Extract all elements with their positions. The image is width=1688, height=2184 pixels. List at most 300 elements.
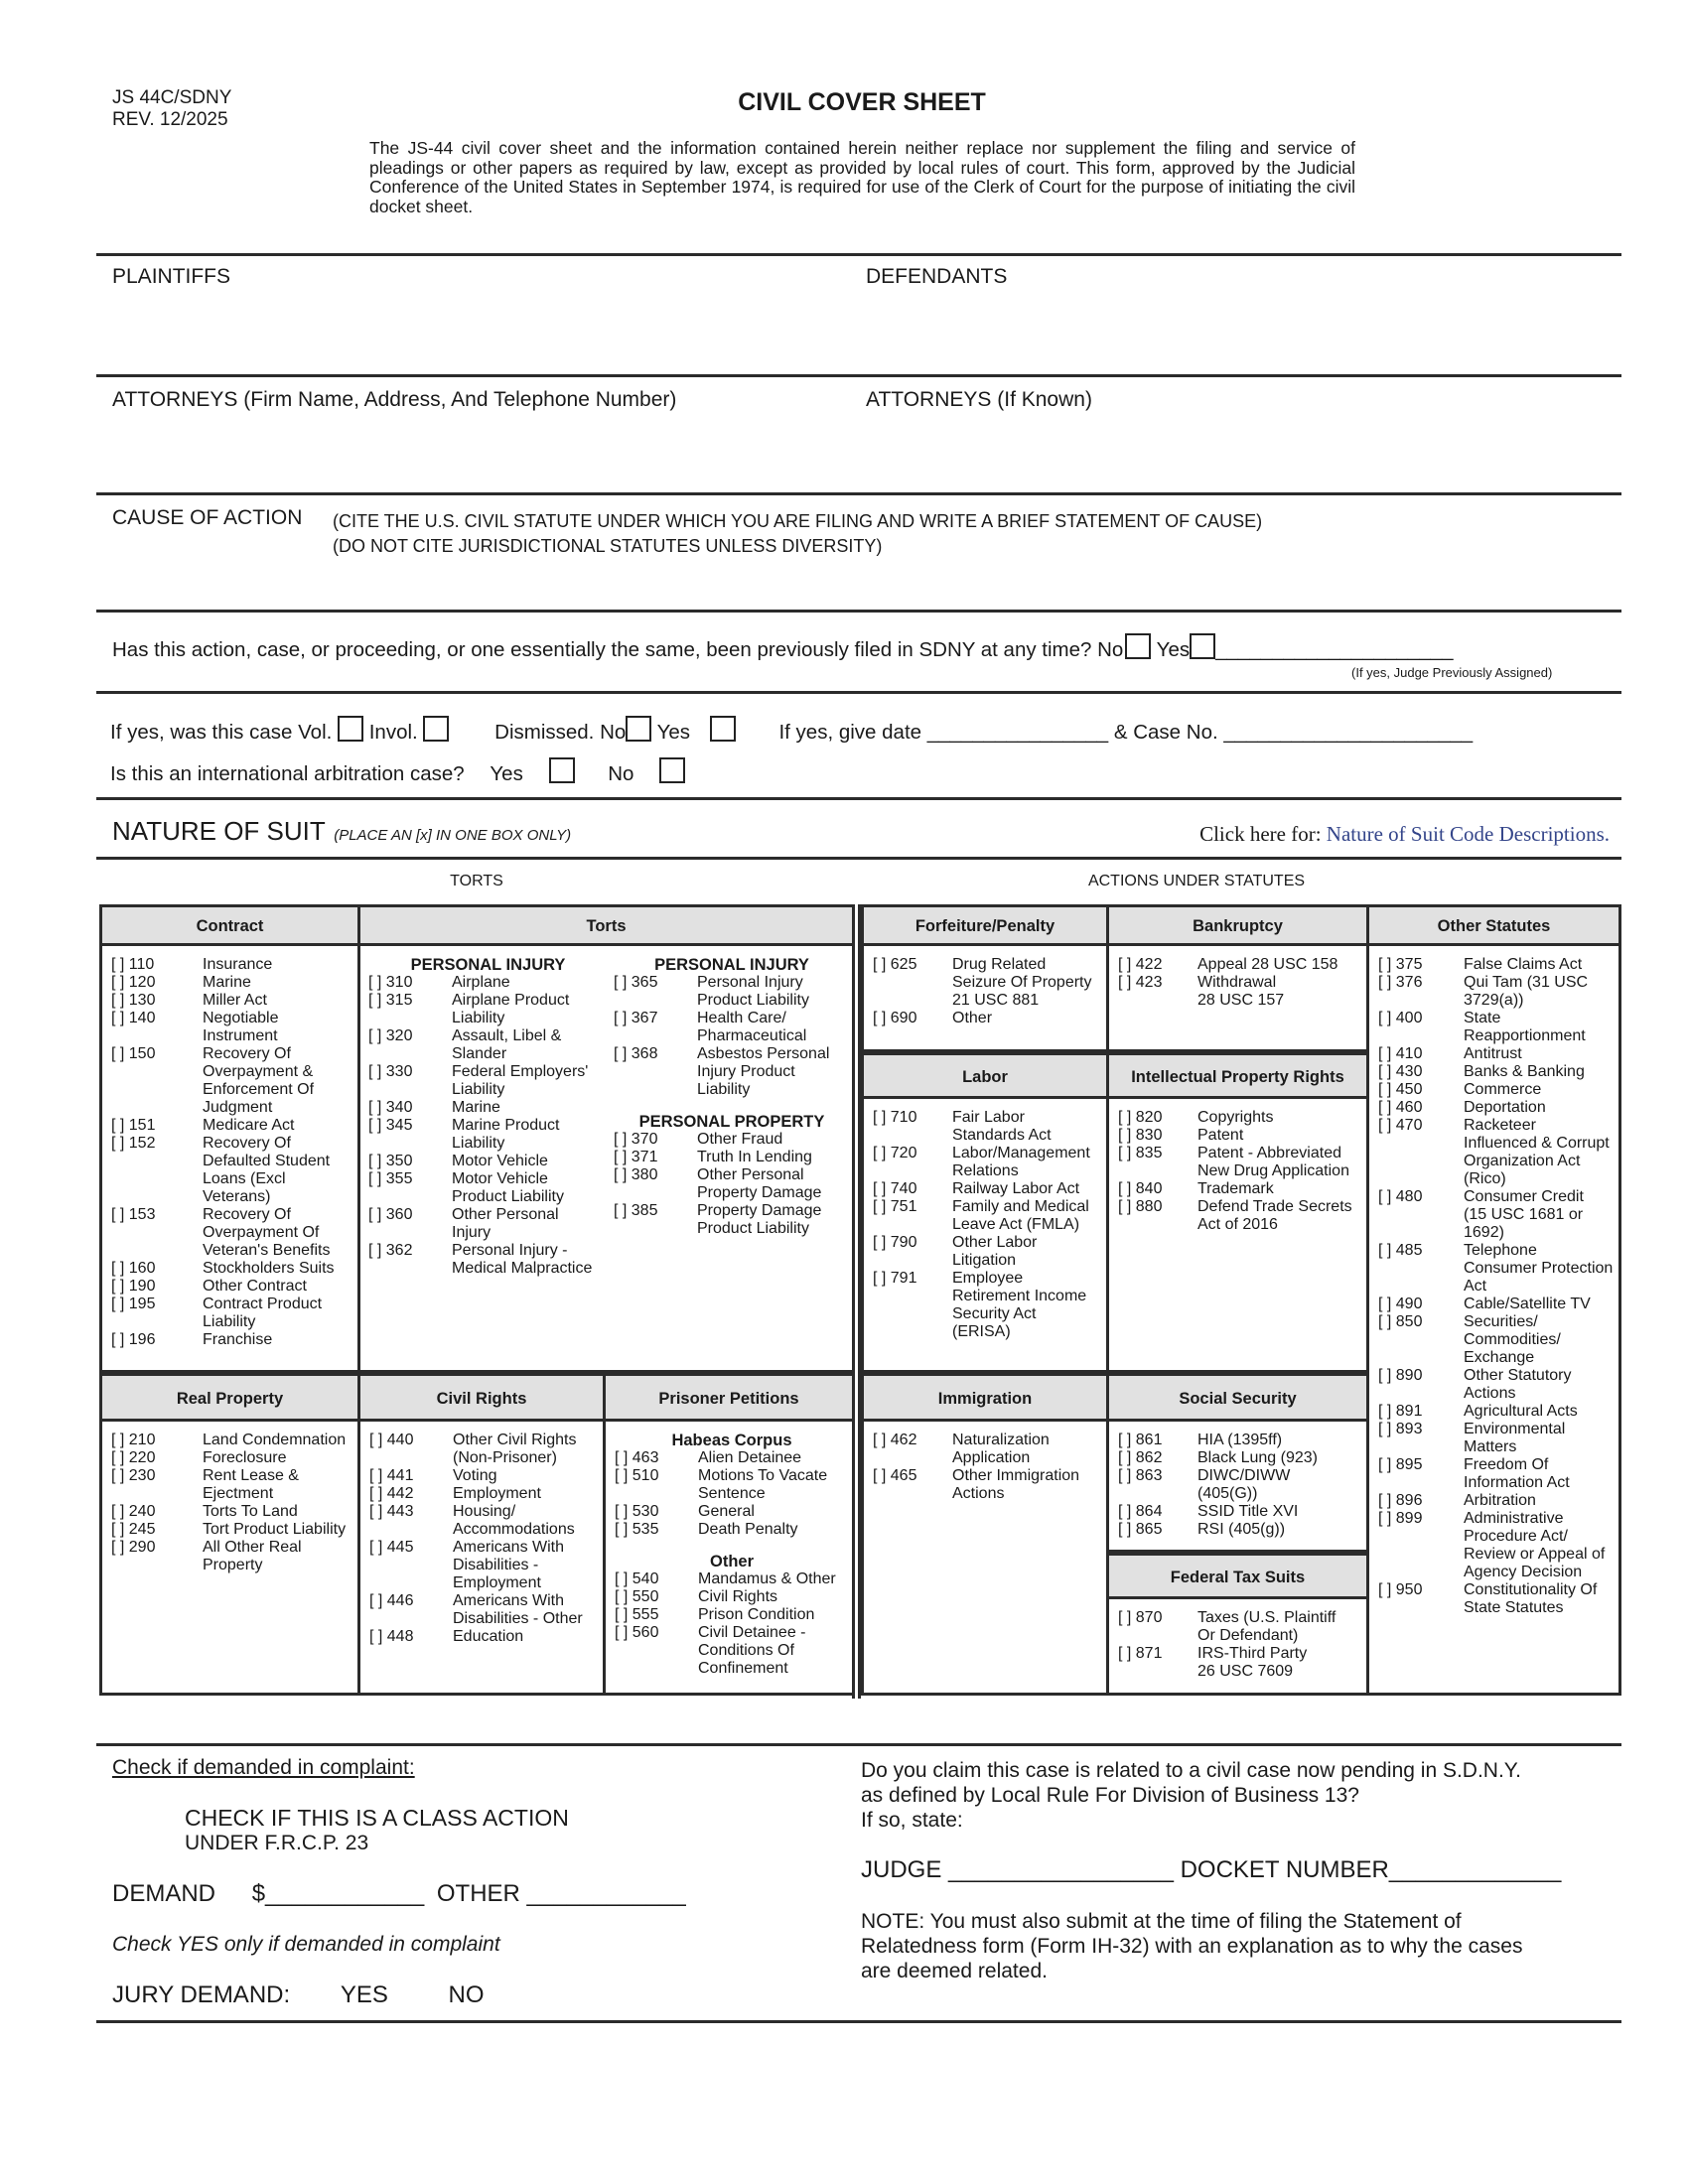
class-action-rule: UNDER F.R.C.P. 23 [185, 1832, 369, 1854]
suit-checkbox[interactable]: [ ] 443 [369, 1503, 414, 1520]
suit-code-540[interactable] [615, 1570, 849, 1588]
suit-checkbox[interactable]: [ ] 190 [111, 1278, 156, 1295]
check-yes-note: Check YES only if demanded in complaint [112, 1933, 500, 1956]
suit-checkbox[interactable]: [ ] 895 [1378, 1456, 1423, 1473]
suit-code-751[interactable] [873, 1198, 1103, 1234]
suit-label: General [698, 1503, 755, 1520]
suit-checkbox[interactable]: [ ] 899 [1378, 1510, 1423, 1527]
suit-checkbox[interactable]: [ ] 462 [873, 1432, 917, 1448]
class-action-checkbox[interactable] [185, 1805, 569, 1856]
suit-code-330[interactable] [368, 1063, 608, 1099]
note-text-3: are deemed related. [861, 1960, 1048, 1982]
suit-code-315[interactable] [368, 992, 608, 1027]
suit-checkbox[interactable]: [ ] 465 [873, 1467, 917, 1484]
suit-code-400[interactable] [1378, 1010, 1616, 1045]
suit-code-446[interactable] [369, 1592, 600, 1628]
suit-code-367[interactable] [614, 1010, 850, 1045]
suit-checkbox[interactable]: [ ] 368 [614, 1045, 658, 1062]
section-header-civil-rights: Civil Rights [357, 1373, 606, 1425]
suit-checkbox[interactable]: [ ] 893 [1378, 1421, 1423, 1437]
suit-code-430[interactable] [1378, 1063, 1616, 1081]
suit-code-790[interactable] [873, 1234, 1103, 1270]
other-demand-field[interactable]: OTHER ____________ [436, 1880, 686, 1907]
suit-code-820[interactable] [1118, 1109, 1363, 1127]
invol-checkbox[interactable] [423, 716, 449, 742]
group-heading: Habeas Corpus [671, 1432, 792, 1449]
suit-code-150[interactable] [111, 1045, 354, 1117]
suit-label: Death Penalty [698, 1521, 798, 1538]
demand-amount-field[interactable]: $____________ [251, 1880, 425, 1907]
suit-checkbox[interactable]: [ ] 840 [1118, 1180, 1163, 1197]
suit-label: Negotiable Instrument [203, 1010, 279, 1044]
suit-checkbox[interactable]: [ ] 446 [369, 1592, 414, 1609]
suit-checkbox[interactable]: [ ] 422 [1118, 956, 1163, 973]
suit-checkbox[interactable]: [ ] 450 [1378, 1081, 1423, 1098]
suit-code-375[interactable] [1378, 956, 1616, 974]
suit-checkbox[interactable]: [ ] 330 [368, 1063, 413, 1080]
suit-code-190[interactable] [111, 1278, 354, 1296]
suit-code-410[interactable] [1378, 1045, 1616, 1063]
suit-checkbox[interactable]: [ ] 470 [1378, 1117, 1423, 1134]
plaintiffs-field[interactable] [112, 298, 847, 367]
suit-checkbox[interactable]: [ ] 320 [368, 1027, 413, 1044]
suit-label: Administrative Procedure Act/ Review or Appeal of Agency Decision [1464, 1510, 1606, 1580]
item-group [615, 1553, 849, 1678]
suit-code-710[interactable] [873, 1109, 1103, 1145]
suit-code-871[interactable] [1118, 1645, 1363, 1681]
suit-checkbox[interactable]: [ ] 375 [1378, 956, 1423, 973]
judge-docket-field[interactable]: JUDGE _________________ DOCKET NUMBER_____________ [861, 1856, 1562, 1883]
item-group [873, 956, 1103, 1027]
suit-label: Freedom Of Information Act [1464, 1456, 1570, 1491]
suit-code-345[interactable] [368, 1117, 608, 1153]
suit-code-950[interactable] [1378, 1581, 1616, 1617]
suit-checkbox[interactable]: [ ] 790 [873, 1234, 917, 1251]
suit-checkbox[interactable]: [ ] 367 [614, 1010, 658, 1026]
nature-of-suit-instruction: (PLACE AN [x] IN ONE BOX ONLY) [334, 827, 572, 844]
suit-code-195[interactable] [111, 1296, 354, 1331]
suit-code-480[interactable] [1378, 1188, 1616, 1242]
suit-checkbox[interactable]: [ ] 560 [615, 1624, 659, 1641]
section-header-ip: Intellectual Property Rights [1106, 1052, 1369, 1102]
section-column [111, 956, 354, 1349]
suit-label: SSID Title XVI [1197, 1503, 1299, 1520]
suit-checkbox[interactable]: [ ] 385 [614, 1202, 658, 1219]
date-case-no-field[interactable]: If yes, give date ________________ & Case No. ______________________ [778, 721, 1474, 744]
section-body-ip [1106, 1096, 1369, 1373]
suit-code-555[interactable] [615, 1606, 849, 1624]
suit-checkbox[interactable]: [ ] 820 [1118, 1109, 1163, 1126]
suit-checkbox[interactable]: [ ] 440 [369, 1432, 414, 1448]
suit-checkbox[interactable]: [ ] 791 [873, 1270, 917, 1287]
suit-code-130[interactable] [111, 992, 354, 1010]
suit-label: Constitutionality Of State Statutes [1464, 1581, 1598, 1616]
suit-checkbox[interactable]: [ ] 530 [615, 1503, 659, 1520]
suit-label: Copyrights [1197, 1109, 1274, 1126]
divider [96, 691, 1621, 694]
group-heading: PERSONAL INJURY [410, 956, 566, 974]
suit-checkbox[interactable]: [ ] 950 [1378, 1581, 1423, 1598]
suit-code-423[interactable] [1118, 974, 1363, 1010]
suit-code-899[interactable] [1378, 1510, 1616, 1581]
suit-checkbox[interactable]: [ ] 410 [1378, 1045, 1423, 1062]
suit-code-850[interactable] [1378, 1313, 1616, 1367]
suit-code-120[interactable] [111, 974, 354, 992]
suit-code-441[interactable] [369, 1467, 600, 1485]
related-text-1: Do you claim this case is related to a civil case now pending in S.D.N.Y. [861, 1759, 1521, 1782]
suit-code-690[interactable] [873, 1010, 1103, 1027]
suit-code-791[interactable] [873, 1270, 1103, 1341]
suit-code-140[interactable] [111, 1010, 354, 1045]
suit-code-485[interactable] [1378, 1242, 1616, 1296]
suit-label: Marine Product Liability [452, 1117, 560, 1152]
suit-checkbox[interactable]: [ ] 896 [1378, 1492, 1423, 1509]
suit-checkbox[interactable]: [ ] 890 [1378, 1367, 1423, 1384]
suit-label: Americans With Disabilities - Other [453, 1592, 583, 1627]
suit-code-895[interactable] [1378, 1456, 1616, 1492]
suit-checkbox[interactable]: [ ] 830 [1118, 1127, 1163, 1144]
suit-label: Insurance [203, 956, 273, 973]
suit-code-535[interactable] [615, 1521, 849, 1539]
suit-code-830[interactable] [1118, 1127, 1363, 1145]
suit-checkbox[interactable]: [ ] 340 [368, 1099, 413, 1116]
suit-checkbox[interactable]: [ ] 862 [1118, 1449, 1163, 1466]
suit-label: RSI (405(g)) [1197, 1521, 1286, 1538]
suit-checkbox[interactable]: [ ] 445 [369, 1539, 414, 1556]
suit-code-880[interactable] [1118, 1198, 1363, 1234]
cause-instruction-2: (DO NOT CITE JURISDICTIONAL STATUTES UNLESS DIVERSITY) [333, 536, 883, 556]
arbitration-no-checkbox[interactable] [659, 757, 685, 783]
suit-code-440[interactable] [369, 1432, 600, 1467]
suit-code-443[interactable] [369, 1503, 600, 1539]
suit-checkbox[interactable]: [ ] 835 [1118, 1145, 1163, 1161]
suit-code-220[interactable] [111, 1449, 354, 1467]
suit-label: Motor Vehicle Product Liability [452, 1170, 564, 1205]
suit-checkbox[interactable]: [ ] 355 [368, 1170, 413, 1187]
suit-code-290[interactable] [111, 1539, 354, 1574]
suit-checkbox[interactable]: [ ] 550 [615, 1588, 659, 1605]
suit-checkbox[interactable]: [ ] 290 [111, 1539, 156, 1556]
suit-label: Patent - Abbreviated New Drug Application [1197, 1145, 1349, 1179]
suit-code-870[interactable] [1118, 1609, 1363, 1645]
item-group [1378, 956, 1616, 1617]
suit-checkbox[interactable]: [ ] 485 [1378, 1242, 1423, 1259]
suit-code-240[interactable] [111, 1503, 354, 1521]
suit-checkbox[interactable]: [ ] 740 [873, 1180, 917, 1197]
suit-label: Americans With Disabilities - Employment [453, 1539, 565, 1591]
jury-yes-option[interactable]: YES [340, 1981, 388, 2008]
suit-code-560[interactable] [615, 1624, 849, 1678]
suit-code-355[interactable] [368, 1170, 608, 1206]
dismissed-no-checkbox[interactable] [626, 716, 651, 742]
suit-checkbox[interactable]: [ ] 861 [1118, 1432, 1163, 1448]
prior-filing-row [112, 633, 1454, 662]
item-group [369, 1432, 600, 1646]
item-group [1118, 1432, 1363, 1539]
suit-code-890[interactable] [1378, 1367, 1616, 1403]
suit-label: Qui Tam (31 USC 3729(a)) [1464, 974, 1589, 1009]
suit-code-320[interactable] [368, 1027, 608, 1063]
suit-checkbox[interactable]: [ ] 865 [1118, 1521, 1163, 1538]
suit-code-835[interactable] [1118, 1145, 1363, 1180]
intro-paragraph: The JS-44 civil cover sheet and the information contained herein neither replace nor supplement the filing and service of pleadings or other papers as required by law, except as provided by local rules of court. This form, approved by the Judicial Conference of the United States in September 1974, is required for use of the Clerk of Court for the purpose of initiating the civil docket sheet. [369, 138, 1355, 216]
suit-code-865[interactable] [1118, 1521, 1363, 1539]
suit-checkbox[interactable]: [ ] 152 [111, 1135, 156, 1152]
suit-code-490[interactable] [1378, 1296, 1616, 1313]
section-body-torts [357, 943, 855, 1373]
suit-code-470[interactable] [1378, 1117, 1616, 1188]
suit-code-893[interactable] [1378, 1421, 1616, 1456]
demand-label: DEMAND [112, 1880, 216, 1907]
suit-code-210[interactable] [111, 1432, 354, 1449]
suit-checkbox[interactable]: [ ] 130 [111, 992, 156, 1009]
suit-code-196[interactable] [111, 1331, 354, 1349]
suit-checkbox[interactable]: [ ] 153 [111, 1206, 156, 1223]
prior-no-checkbox[interactable] [1125, 633, 1151, 659]
suit-checkbox[interactable]: [ ] 870 [1118, 1609, 1163, 1626]
suit-label: Other Fraud [697, 1131, 783, 1148]
suit-label: Environmental Matters [1464, 1421, 1566, 1455]
suit-label: Trademark [1197, 1180, 1274, 1197]
suit-code-625[interactable] [873, 956, 1103, 1010]
section-column [1118, 956, 1363, 1010]
suit-label: Withdrawal 28 USC 157 [1197, 974, 1285, 1009]
defendant-attorneys-field[interactable] [866, 419, 1601, 488]
suit-checkbox[interactable]: [ ] 245 [111, 1521, 156, 1538]
suit-checkbox[interactable]: [ ] 463 [615, 1449, 659, 1466]
suit-checkbox[interactable]: [ ] 140 [111, 1010, 156, 1026]
item-group [368, 956, 608, 1278]
suit-checkbox[interactable]: [ ] 360 [368, 1206, 413, 1223]
suit-checkbox[interactable]: [ ] 423 [1118, 974, 1163, 991]
plaintiff-attorneys-field[interactable] [112, 419, 847, 488]
suit-checkbox[interactable]: [ ] 220 [111, 1449, 156, 1466]
suit-label: Other Statutory Actions [1464, 1367, 1572, 1402]
section-body-contract [99, 943, 360, 1373]
suit-label: HIA (1395ff) [1197, 1432, 1283, 1448]
suit-checkbox[interactable]: [ ] 315 [368, 992, 413, 1009]
suit-checkbox[interactable]: [ ] 864 [1118, 1503, 1163, 1520]
suit-code-380[interactable] [614, 1166, 850, 1202]
suit-checkbox[interactable]: [ ] 720 [873, 1145, 917, 1161]
suit-checkbox[interactable]: [ ] 110 [111, 956, 155, 973]
suit-checkbox[interactable]: [ ] 230 [111, 1467, 156, 1484]
dismissed-yes-checkbox[interactable] [710, 716, 736, 742]
suit-code-422[interactable] [1118, 956, 1363, 974]
nature-of-suit-descriptions-link[interactable]: Nature of Suit Code Descriptions [1326, 822, 1605, 846]
suit-label: DIWC/DIWW (405(G)) [1197, 1467, 1291, 1502]
suit-label: Foreclosure [203, 1449, 287, 1466]
suit-code-530[interactable] [615, 1503, 849, 1521]
suit-code-720[interactable] [873, 1145, 1103, 1180]
suit-checkbox[interactable]: [ ] 555 [615, 1606, 659, 1623]
item-group [1118, 956, 1363, 1010]
suit-checkbox[interactable]: [ ] 871 [1118, 1645, 1163, 1662]
suit-label: Banks & Banking [1464, 1063, 1585, 1080]
suit-code-460[interactable] [1378, 1099, 1616, 1117]
suit-label: Federal Employers' Liability [452, 1063, 589, 1098]
suit-checkbox[interactable]: [ ] 196 [111, 1331, 156, 1348]
related-text-3: If so, state: [861, 1809, 963, 1832]
jury-no-option[interactable]: NO [448, 1981, 485, 2008]
suit-checkbox[interactable]: [ ] 362 [368, 1242, 413, 1259]
relatedness-note [861, 1909, 1522, 1983]
suit-checkbox[interactable]: [ ] 448 [369, 1628, 414, 1645]
suit-checkbox[interactable]: [ ] 480 [1378, 1188, 1423, 1205]
suit-checkbox[interactable]: [ ] 400 [1378, 1010, 1423, 1026]
form-revision: REV. 12/2025 [112, 109, 228, 130]
suit-code-864[interactable] [1118, 1503, 1363, 1521]
section-header-forfeiture: Forfeiture/Penalty [861, 904, 1109, 949]
suit-checkbox[interactable]: [ ] 160 [111, 1260, 156, 1277]
suit-code-465[interactable] [873, 1467, 1103, 1503]
suit-code-153[interactable] [111, 1206, 354, 1260]
suit-checkbox[interactable]: [ ] 350 [368, 1153, 413, 1169]
suit-checkbox[interactable]: [ ] 376 [1378, 974, 1423, 991]
suit-code-862[interactable] [1118, 1449, 1363, 1467]
suit-code-245[interactable] [111, 1521, 354, 1539]
suit-label: Motions To Vacate Sentence [698, 1467, 828, 1502]
note-text-2: Relatedness form (Form IH-32) with an explanation as to why the cases [861, 1935, 1523, 1958]
suit-code-550[interactable] [615, 1588, 849, 1606]
suit-checkbox[interactable]: [ ] 441 [369, 1467, 414, 1484]
cause-instruction-1: (CITE THE U.S. CIVIL STATUTE UNDER WHICH YOU ARE FILING AND WRITE A BRIEF STATEMENT OF CAUSE) [333, 511, 1263, 531]
dismissed-yes-label: Yes [656, 721, 691, 744]
suit-code-152[interactable] [111, 1135, 354, 1206]
suit-label: Other Labor Litigation [952, 1234, 1038, 1269]
arbitration-row [110, 757, 685, 786]
judge-assigned-field[interactable]: _____________________ [1215, 638, 1454, 661]
suit-checkbox[interactable]: [ ] 240 [111, 1503, 156, 1520]
suit-code-151[interactable] [111, 1117, 354, 1135]
suit-code-510[interactable] [615, 1467, 849, 1503]
suit-checkbox[interactable]: [ ] 430 [1378, 1063, 1423, 1080]
suit-checkbox[interactable]: [ ] 850 [1378, 1313, 1423, 1330]
code-descriptions-row [1199, 822, 1610, 847]
jury-demand-label: JURY DEMAND: [112, 1981, 291, 2008]
cause-instructions [333, 509, 1262, 559]
suit-label: Airplane Product Liability [452, 992, 570, 1026]
suit-checkbox[interactable]: [ ] 195 [111, 1296, 156, 1312]
suit-code-340[interactable] [368, 1099, 608, 1117]
suit-code-448[interactable] [369, 1628, 600, 1646]
suit-label: Recovery Of Overpayment & Enforcement Of Judgment [203, 1045, 315, 1116]
suit-code-463[interactable] [615, 1449, 849, 1467]
suit-code-891[interactable] [1378, 1403, 1616, 1421]
related-text-2: as defined by Local Rule For Division of Business 13? [861, 1784, 1359, 1807]
suit-code-365[interactable] [614, 974, 850, 1010]
suit-code-230[interactable] [111, 1467, 354, 1503]
suit-code-740[interactable] [873, 1180, 1103, 1198]
cause-of-action-field[interactable] [112, 561, 1602, 606]
suit-code-368[interactable] [614, 1045, 850, 1099]
suit-checkbox[interactable]: [ ] 151 [111, 1117, 156, 1134]
vol-row [110, 716, 1473, 745]
suit-code-863[interactable] [1118, 1467, 1363, 1503]
suit-label: Stockholders Suits [203, 1260, 335, 1277]
suit-checkbox[interactable]: [ ] 891 [1378, 1403, 1423, 1420]
suit-checkbox[interactable]: [ ] 345 [368, 1117, 413, 1134]
section-column [1378, 956, 1616, 1617]
suit-code-110[interactable] [111, 956, 354, 974]
vol-checkbox[interactable] [338, 716, 363, 742]
suit-code-445[interactable] [369, 1539, 600, 1592]
item-group [873, 1432, 1103, 1503]
prior-yes-checkbox[interactable] [1190, 633, 1215, 659]
suit-label: Arbitration [1464, 1492, 1536, 1509]
arbitration-yes-label: Yes [490, 762, 523, 785]
check-demanded-label: Check if demanded in complaint: [112, 1756, 415, 1779]
suit-code-310[interactable] [368, 974, 608, 992]
suit-code-450[interactable] [1378, 1081, 1616, 1099]
suit-code-861[interactable] [1118, 1432, 1363, 1449]
suit-code-385[interactable] [614, 1202, 850, 1238]
suit-code-160[interactable] [111, 1260, 354, 1278]
suit-code-376[interactable] [1378, 974, 1616, 1010]
suit-checkbox[interactable]: [ ] 690 [873, 1010, 917, 1026]
suit-checkbox[interactable]: [ ] 365 [614, 974, 658, 991]
item-group [614, 956, 850, 1099]
suit-checkbox[interactable]: [ ] 370 [614, 1131, 658, 1148]
vol-label: If yes, was this case Vol. [110, 721, 333, 744]
arbitration-yes-checkbox[interactable] [549, 757, 575, 783]
suit-checkbox[interactable]: [ ] 751 [873, 1198, 917, 1215]
suit-checkbox[interactable]: [ ] 442 [369, 1485, 414, 1502]
suit-label: Deportation [1464, 1099, 1546, 1116]
suit-label: Naturalization Application [952, 1432, 1050, 1466]
suit-checkbox[interactable]: [ ] 120 [111, 974, 156, 991]
suit-checkbox[interactable]: [ ] 150 [111, 1045, 156, 1062]
suit-checkbox[interactable]: [ ] 540 [615, 1570, 659, 1587]
divider [96, 374, 1621, 377]
suit-checkbox[interactable]: [ ] 710 [873, 1109, 917, 1126]
suit-code-840[interactable] [1118, 1180, 1363, 1198]
suit-code-362[interactable] [368, 1242, 608, 1278]
suit-checkbox[interactable]: [ ] 310 [368, 974, 413, 991]
suit-label: Marine [452, 1099, 500, 1116]
suit-code-360[interactable] [368, 1206, 608, 1242]
suit-checkbox[interactable]: [ ] 371 [614, 1149, 658, 1165]
suit-checkbox[interactable]: [ ] 863 [1118, 1467, 1163, 1484]
section-body-forfeiture [861, 943, 1109, 1052]
suit-checkbox[interactable]: [ ] 210 [111, 1432, 156, 1448]
suit-code-896[interactable] [1378, 1492, 1616, 1510]
suit-checkbox[interactable]: [ ] 880 [1118, 1198, 1163, 1215]
suit-code-350[interactable] [368, 1153, 608, 1170]
section-column [111, 1432, 354, 1574]
suit-label: IRS-Third Party 26 USC 7609 [1197, 1645, 1308, 1680]
suit-code-370[interactable] [614, 1131, 850, 1149]
suit-code-371[interactable] [614, 1149, 850, 1166]
suit-checkbox[interactable]: [ ] 490 [1378, 1296, 1423, 1312]
item-group [873, 1109, 1103, 1341]
suit-checkbox[interactable]: [ ] 460 [1378, 1099, 1423, 1116]
suit-checkbox[interactable]: [ ] 625 [873, 956, 917, 973]
suit-checkbox[interactable]: [ ] 510 [615, 1467, 659, 1484]
page-title: CIVIL COVER SHEET [738, 88, 986, 116]
defendants-field[interactable] [866, 298, 1601, 367]
suit-label: Recovery Of Overpayment Of Veteran's Benefits [203, 1206, 331, 1259]
suit-code-462[interactable] [873, 1432, 1103, 1467]
suit-label: Civil Rights [698, 1588, 778, 1605]
suit-code-442[interactable] [369, 1485, 600, 1503]
suit-checkbox[interactable]: [ ] 535 [615, 1521, 659, 1538]
section-body-civil-rights [357, 1419, 606, 1696]
suit-label: Black Lung (923) [1197, 1449, 1318, 1466]
suit-checkbox[interactable]: [ ] 380 [614, 1166, 658, 1183]
section-body-prisoner [603, 1419, 855, 1696]
suit-label: Patent [1197, 1127, 1244, 1144]
